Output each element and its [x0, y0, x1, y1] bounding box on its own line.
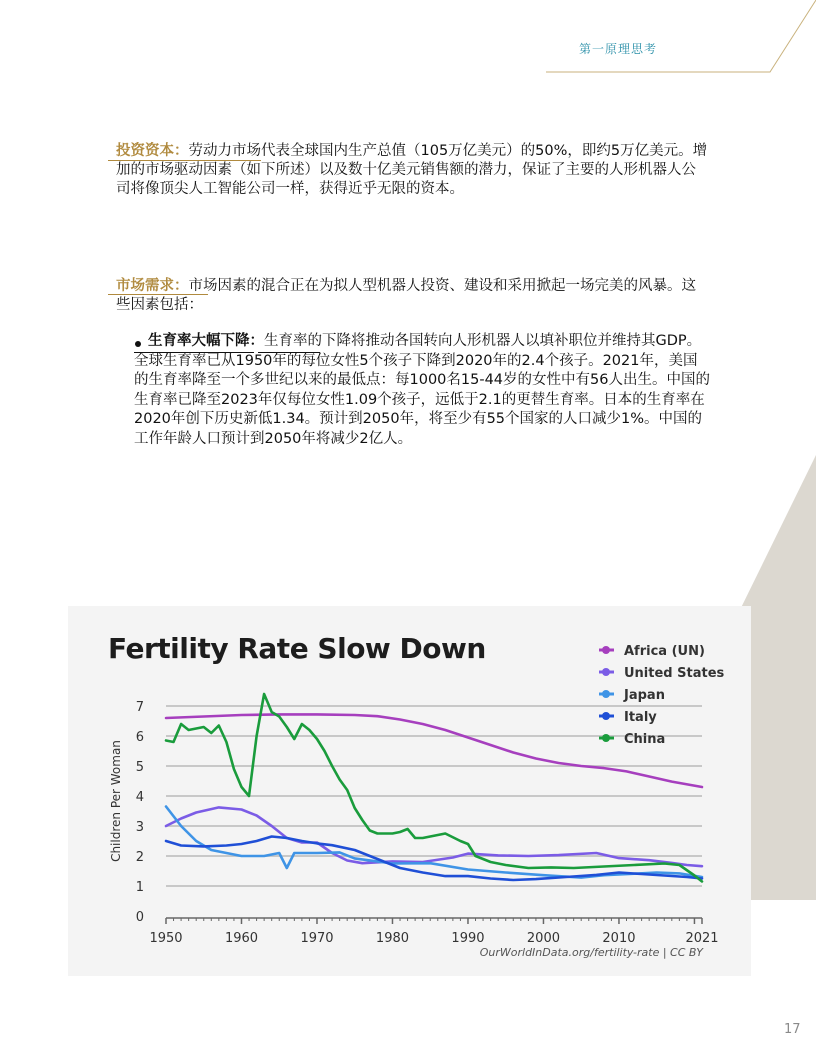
chart-title: Fertility Rate Slow Down — [108, 632, 486, 665]
page-number: 17 — [784, 1022, 801, 1037]
series-line — [166, 694, 702, 882]
x-tick-label: 1960 — [224, 931, 259, 946]
y-axis-label: Children Per Woman — [109, 740, 123, 862]
x-tick-label: 1980 — [375, 931, 410, 946]
y-tick-label: 1 — [135, 880, 144, 895]
y-tick-label: 7 — [135, 700, 144, 715]
legend-label: Italy — [624, 710, 657, 725]
x-tick-label: 2021 — [685, 931, 719, 946]
legend-label: Africa (UN) — [624, 644, 705, 659]
investment-label-underline — [108, 160, 261, 161]
y-tick-label: 6 — [135, 730, 144, 745]
x-tick-label: 1990 — [451, 931, 485, 946]
series-line — [166, 714, 702, 787]
legend-label: China — [624, 732, 666, 747]
demand-label: 市场需求： — [116, 278, 189, 294]
y-tick-label: 0 — [135, 910, 144, 925]
demand-paragraph — [116, 277, 708, 315]
chart-source: OurWorldInData.org/fertility-rate | CC BY — [479, 946, 703, 959]
fertility-chart — [68, 606, 751, 976]
fertility-bullet-text: 生育率的下降将推动各国转向人形机器人以填补职位并维持其GDP。全球生育率已从1950年的每位女性5个孩子下降到2020年的2.4个孩子。2021年，美国的生育率降至一个多世纪以来的最低点：每1000名15-44岁的女性中有56人出生。中国的生育率已降至2023年仅每位女性1.09个孩子，远低于2.1的更替生育率。日本的生育率在2020年创下历史新低1.34。预计到2050年，将至少有55个国家的人口减少1%。中国的工作年龄人口预计到2050年将减少2亿人。 — [134, 333, 710, 447]
bullet-strike-line-2 — [258, 352, 320, 353]
demand-text: 市场因素的混合正在为拟人型机器人投资、建设和采用掀起一场完美的风暴。这些因素包括： — [116, 278, 696, 313]
header-title: 第一原理思考 — [579, 42, 658, 56]
chart-plot — [68, 606, 751, 976]
fertility-bullet-label: 生育率大幅下降： — [148, 333, 264, 349]
investment-label: 投资资本： — [116, 143, 189, 159]
x-tick-label: 1970 — [300, 931, 334, 946]
y-tick-label: 2 — [135, 850, 144, 865]
bullet-strike-line — [134, 352, 254, 353]
x-tick-label: 1950 — [149, 931, 183, 946]
header-rule — [546, 0, 816, 72]
legend-label: Japan — [624, 688, 665, 703]
y-tick-label: 4 — [135, 790, 144, 805]
fertility-bullet — [134, 332, 710, 449]
investment-text: 劳动力市场代表全球国内生产总值（105万亿美元）的50%，即约5万亿美元。增加的市场驱动因素（如下所述）以及数十亿美元销售额的潜力，保证了主要的人形机器人公司将像顶尖人工智能公司一样，获得近乎无限的资本。 — [116, 143, 708, 197]
x-tick-label: 2010 — [602, 931, 636, 946]
demand-label-underline — [108, 294, 208, 295]
x-tick-label: 2000 — [526, 931, 561, 946]
investment-paragraph — [116, 142, 708, 199]
legend-label: United States — [624, 666, 725, 681]
y-tick-label: 5 — [135, 760, 144, 775]
y-tick-label: 3 — [135, 820, 144, 835]
